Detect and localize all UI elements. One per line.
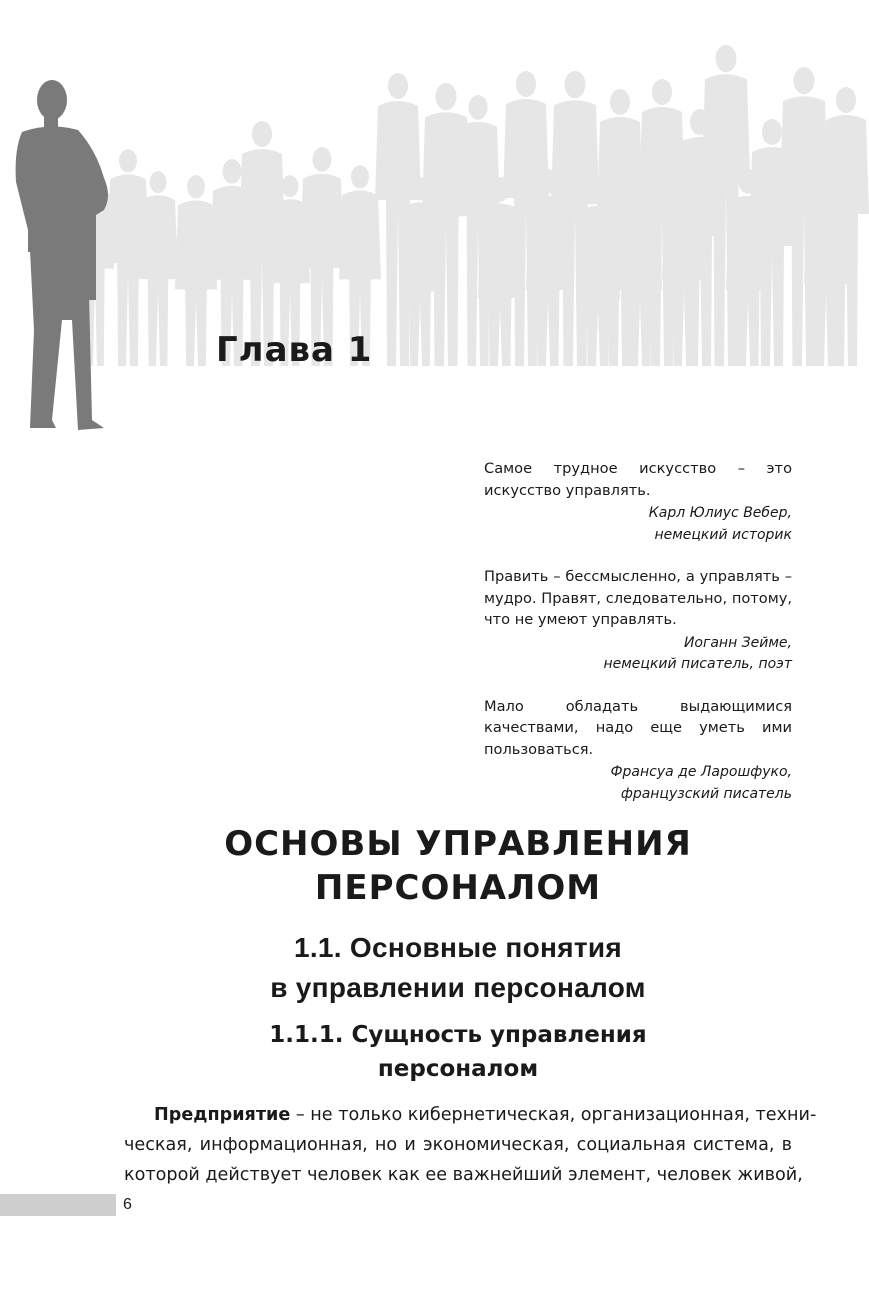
epigraph-author: Карл Юлиус Вебер, (648, 505, 792, 521)
section-heading-line: ОСНОВЫ УПРАВЛЕНИЯ (224, 824, 692, 864)
subsection-heading-line: в управлении персоналом (270, 972, 646, 1003)
epigraph (484, 458, 792, 546)
subsubsection-heading-line: 1.1.1. Сущность управления (269, 1022, 647, 1048)
body-paragraph (124, 1100, 817, 1190)
epigraph-attribution (484, 503, 792, 546)
epigraphs (484, 458, 792, 825)
epigraph-author-role: немецкий писатель, поэт (603, 656, 792, 672)
epigraph-quote: Мало обладать выдающимися качествами, надо еще уметь ими пользоваться. (484, 697, 792, 758)
epigraph-author: Франсуа де Ларошфуко, (610, 764, 792, 780)
epigraph (484, 566, 792, 676)
body-line: которой действует человек как ее важнейший элемент, человек живой, (124, 1165, 803, 1185)
footer-bar (0, 1194, 116, 1216)
section-heading-line: ПЕРСОНАЛОМ (314, 868, 602, 908)
epigraph-author: Иоганн Зейме, (683, 634, 792, 651)
body-text: – не только кибернетическая, организационная, техни- (290, 1105, 817, 1125)
body-line (124, 1100, 817, 1130)
epigraph-quote: Править – бессмысленно, а управлять – мудро. Правят, следовательно, потому, что не умеют управлять. (484, 568, 792, 628)
subsubsection-heading (0, 1018, 869, 1086)
epigraph-quote: Самое трудное искусство – это искусство управлять. (484, 460, 792, 499)
chapter-title: Глава 1 (216, 330, 373, 370)
subsection-heading-line: 1.1. Основные понятия (293, 932, 623, 963)
subsubsection-heading-line: персоналом (377, 1056, 539, 1082)
section-heading (0, 822, 869, 910)
crowd-person-silhouette (138, 171, 178, 366)
dark-person-silhouette (16, 80, 108, 430)
body-line: ческая, информационная, но и экономическая, социальная система, в (124, 1135, 792, 1155)
page-number: 6 (123, 1196, 132, 1213)
epigraph-attribution (484, 633, 792, 676)
epigraph-attribution (484, 762, 792, 805)
subsection-heading (0, 928, 869, 1008)
epigraph (484, 696, 792, 806)
crowd-silhouette-illustration (0, 0, 869, 440)
body-term: Предприятие (154, 1105, 291, 1125)
epigraph-author-role: немецкий историк (654, 526, 792, 543)
epigraph-author-role: французский писатель (620, 785, 792, 802)
